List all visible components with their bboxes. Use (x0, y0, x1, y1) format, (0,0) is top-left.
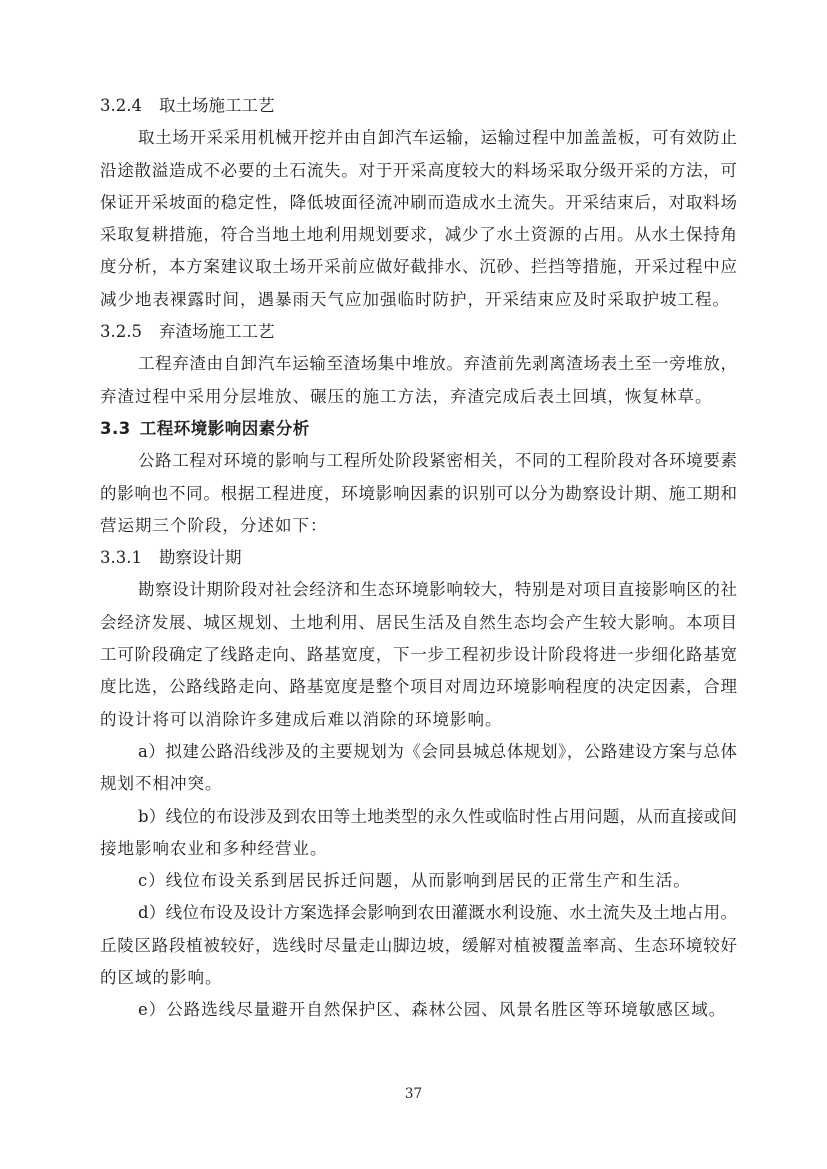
list-item-a-line: a）拟建公路沿线涉及的主要规划为《会同县城总体规划》，公路建设方案与总体 (138, 741, 737, 761)
paragraph-line: 接地影响农业和多种经营业。 (100, 838, 328, 858)
section-title: 弃渣场施工工艺 (158, 322, 275, 342)
paragraph-line: 的影响也不同。根据工程进度，环境影响因素的识别可以分为勘察设计期、施工期和 (100, 483, 737, 503)
page-number: 37 (404, 1086, 423, 1102)
paragraph-line: 工可阶段确定了线路走向、路基宽度，下一步工程初步设计阶段将进一步细化路基宽 (100, 645, 737, 665)
section-title: 工程环境影响因素分析 (139, 418, 310, 438)
paragraph-line: 保证开采坡面的稳定性，降低坡面径流冲刷而造成水土流失。开采结束后，对取料场 (100, 192, 737, 212)
section-title: 勘察设计期 (158, 548, 242, 568)
paragraph-line: 规划不相冲突。 (100, 774, 223, 794)
paragraph-line: 采取复耕措施，符合当地土地利用规划要求，减少了水土资源的占用。从水土保持角 (100, 225, 737, 245)
paragraph-line: 的设计将可以消除许多建成后难以消除的环境影响。 (100, 709, 503, 729)
paragraph-line: 沿途散溢造成不必要的土石流失。对于开采高度较大的料场采取分级开采的方法，可 (100, 160, 737, 180)
paragraph-line: 度比选，公路线路走向、路基宽度是整个项目对周边环境影响程度的决定因素，合理 (100, 677, 737, 697)
paragraph-line: 营运期三个阶段，分述如下： (100, 515, 328, 535)
section-number: 3.3 (100, 418, 131, 438)
list-item-c-line: c）线位布设关系到居民拆迁问题，从而影响到居民的正常生产和生活。 (138, 871, 691, 891)
section-number: 3.2.5 (100, 322, 142, 342)
paragraph-line: 取土场开采采用机械开挖并由自卸汽车运输，运输过程中加盖盖板，可有效防止 (138, 128, 737, 148)
paragraph-line: 度分析，本方案建议取土场开采前应做好截排水、沉砂、拦挡等措施，开采过程中应 (100, 257, 737, 277)
paragraph-line: 工程弃渣由自卸汽车运输至渣场集中堆放。弃渣前先剥离渣场表土至一旁堆放， (138, 354, 737, 374)
paragraph-line: 会经济发展、城区规划、土地利用、居民生活及自然生态均会产生较大影响。本项目 (100, 612, 737, 632)
section-heading-3-3-1 (100, 542, 737, 574)
paragraph-line: 的区域的影响。 (100, 968, 223, 988)
section-heading-3-2-4 (100, 90, 737, 122)
paragraph-line: 勘察设计期阶段对社会经济和生态环境影响较大，特别是对项目直接影响区的社 (138, 580, 737, 600)
paragraph-line: 弃渣过程中采用分层堆放、碾压的施工方法，弃渣完成后表土回填，恢复林草。 (100, 386, 713, 406)
section-title: 取土场施工工艺 (158, 96, 275, 115)
list-item-b-line: b）线位的布设涉及到农田等土地类型的永久性或临时性占用问题，从而直接或间 (138, 806, 737, 826)
section-heading-3-2-5 (100, 316, 737, 348)
paragraph-line: 减少地表裸露时间，遇暴雨天气应加强临时防护，开采结束应及时采取护坡工程。 (100, 289, 730, 309)
section-number: 3.2.4 (100, 96, 142, 115)
paragraph-line: 丘陵区路段植被较好，选线时尽量走山脚边坡，缓解对植被覆盖率高、生态环境较好 (100, 935, 737, 955)
document-page-content (100, 90, 737, 1027)
list-item-d-line: d）线位布设及设计方案选择会影响到农田灌溉水利设施、水土流失及土地占用。 (138, 903, 737, 923)
list-item-e-line: e）公路选线尽量避开自然保护区、森林公园、风景名胜区等环境敏感区域。 (138, 1000, 727, 1020)
paragraph-line: 公路工程对环境的影响与工程所处阶段紧密相关，不同的工程阶段对各环境要素 (138, 451, 737, 471)
section-heading-3-3 (100, 413, 737, 445)
section-number: 3.3.1 (100, 548, 142, 568)
